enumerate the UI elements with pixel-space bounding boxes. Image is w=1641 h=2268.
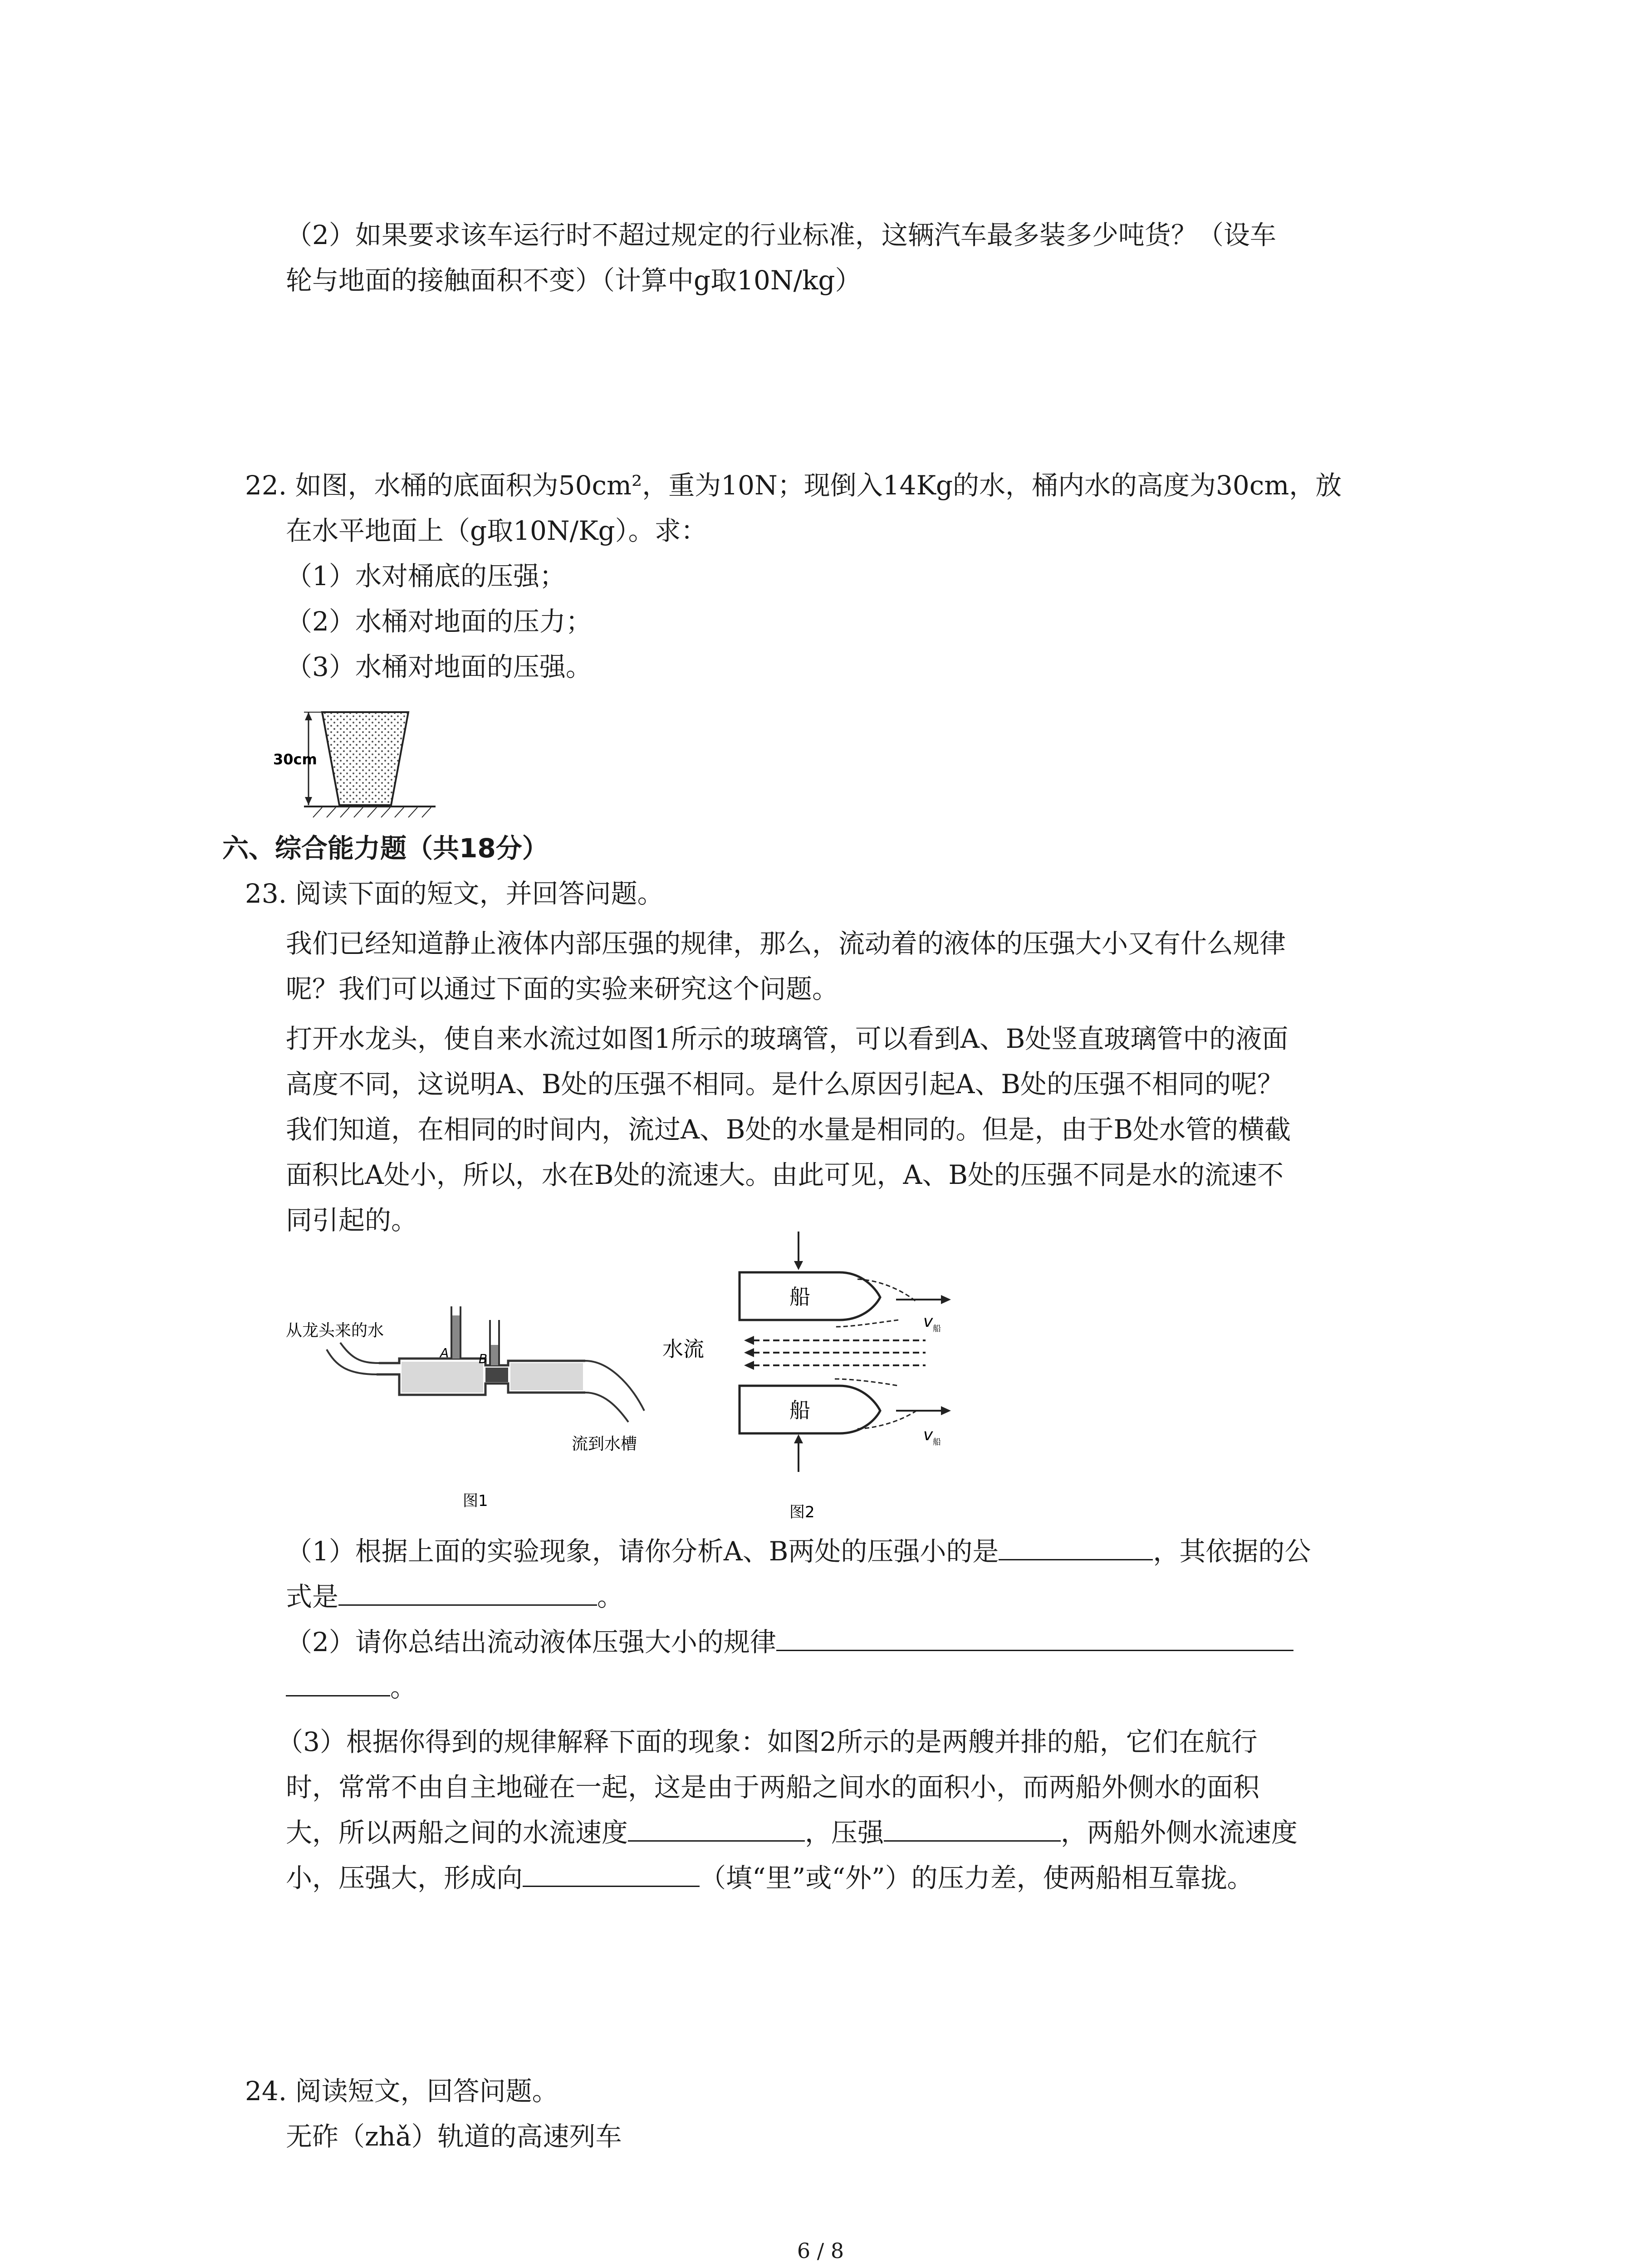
q23-s3-text-b: ，压强 <box>805 1817 884 1848</box>
figure2-two-ships <box>662 1229 975 1529</box>
fig2-caption: 图2 <box>789 1503 815 1521</box>
fig1-source-label: 从龙头来的水 <box>286 1321 384 1340</box>
q23-p2-line3: 我们知道，在相同的时间内，流过A、B处的水量是相同的。但是，由于B处水管的横截 <box>286 1114 1291 1145</box>
q23-s2-text: （2）请你总结出流动液体压强大小的规律 <box>286 1627 776 1657</box>
answer-blank-s1-point[interactable] <box>999 1534 1153 1560</box>
q22-sub3: （3）水桶对地面的压强。 <box>286 651 592 682</box>
q23-s3-line3 <box>286 1814 1298 1851</box>
section6-title: 六、综合能力题（共18分） <box>222 833 549 864</box>
q23-p1-line2: 呢？我们可以通过下面的实验来研究这个问题。 <box>286 973 839 1004</box>
q23-p2-line4: 面积比A处小，所以，水在B处的流速大。由此可见，A、B处的压强不同是水的流速不 <box>286 1159 1284 1190</box>
q22-line2: 在水平地面上（g取10N/Kg）。求： <box>286 515 707 546</box>
answer-blank-s3-direction[interactable] <box>523 1860 700 1887</box>
q23-s3-text-e: （填“里”或“外”）的压力差，使两船相互靠拢。 <box>700 1862 1254 1893</box>
q24-line1: 24. 阅读短文，回答问题。 <box>245 2076 558 2107</box>
q21-part2-line2: 轮与地面的接触面积不变）（计算中g取10N/kg） <box>286 265 862 296</box>
bucket-figure <box>272 699 463 821</box>
q23-s3-line2: 时，常常不由自主地碰在一起，这是由于两船之间水的面积小，而两船外侧水的面积 <box>286 1772 1260 1803</box>
fig1-caption: 图1 <box>463 1492 488 1510</box>
q23-s1-text-a: （1）根据上面的实验现象，请你分析A、B两处的压强小的是 <box>286 1536 999 1567</box>
q23-p2-line5: 同引起的。 <box>286 1205 418 1236</box>
page-number: 6 / 8 <box>797 2239 844 2263</box>
bucket-height-label: 30cm <box>273 751 317 768</box>
fig1-label-A: A <box>440 1345 449 1360</box>
answer-blank-s2-rule[interactable] <box>776 1624 1293 1651</box>
answer-blank-s1-formula[interactable] <box>338 1579 597 1606</box>
q23-s3-text-c: ，两船外侧水流速度 <box>1061 1817 1298 1848</box>
q23-s2-text-end: 。 <box>390 1672 417 1703</box>
q23-s2-line1 <box>286 1624 1293 1660</box>
answer-blank-s3-speed[interactable] <box>628 1815 805 1842</box>
bucket-body <box>322 712 408 805</box>
q22-sub2: （2）水桶对地面的压力； <box>286 606 592 637</box>
q23-s1-line2 <box>286 1579 623 1615</box>
q23-s1-text-b: ，其依据的公 <box>1153 1536 1311 1567</box>
q21-part2-line1: （2）如果要求该车运行时不超过规定的行业标准，这辆汽车最多装多少吨货？（设车 <box>286 220 1276 250</box>
q23-s3-text-d: 小，压强大，形成向 <box>286 1862 523 1893</box>
top-ship-velocity: v <box>923 1312 933 1331</box>
fig1-sink-label: 流到水槽 <box>572 1435 637 1453</box>
q24-line2: 无砟（zhǎ）轨道的高速列车 <box>286 2121 622 2152</box>
q23-p2-line2: 高度不同，这说明A、B处的压强不相同。是什么原因引起A、B处的压强不相同的呢？ <box>286 1069 1284 1100</box>
q22-line1: 22. 如图，水桶的底面积为50cm²，重为10N；现倒入14Kg的水，桶内水的高度为30cm，放 <box>245 470 1342 501</box>
q23-p1-line1: 我们已经知道静止液体内部压强的规律，那么，流动着的液体的压强大小又有什么规律 <box>286 928 1286 959</box>
q23-s3-line1: （3）根据你得到的规律解释下面的现象：如图2所示的是两艘并排的船，它们在航行 <box>277 1726 1258 1757</box>
q23-p2-line1: 打开水龙头，使自来水流过如图1所示的玻璃管，可以看到A、B处竖直玻璃管中的液面 <box>286 1023 1288 1054</box>
q23-s3-text-a: 大，所以两船之间的水流速度 <box>286 1817 628 1848</box>
top-ship-velocity-sub: 船 <box>933 1324 941 1334</box>
q23-s1-line1 <box>286 1533 1311 1569</box>
q23-s3-line4 <box>286 1860 1254 1896</box>
q23-intro: 23. 阅读下面的短文，并回答问题。 <box>245 878 664 909</box>
figure1-venturi-tube <box>272 1306 662 1515</box>
answer-blank-s3-pressure[interactable] <box>884 1815 1061 1842</box>
bottom-ship-velocity: v <box>923 1426 933 1444</box>
q23-s2-line2 <box>286 1669 416 1706</box>
bottom-ship-label: 船 <box>789 1398 810 1422</box>
bottom-ship-velocity-sub: 船 <box>933 1437 941 1447</box>
top-ship-label: 船 <box>789 1285 810 1309</box>
fig1-label-B: B <box>479 1351 488 1366</box>
answer-blank-s2-rule-cont[interactable] <box>286 1670 390 1696</box>
q22-sub1: （1）水对桶底的压强； <box>286 561 566 591</box>
q23-s1-text-c: 式是 <box>286 1581 339 1612</box>
q23-s1-text-d: 。 <box>597 1581 624 1612</box>
water-flow-label: 水流 <box>662 1337 704 1361</box>
